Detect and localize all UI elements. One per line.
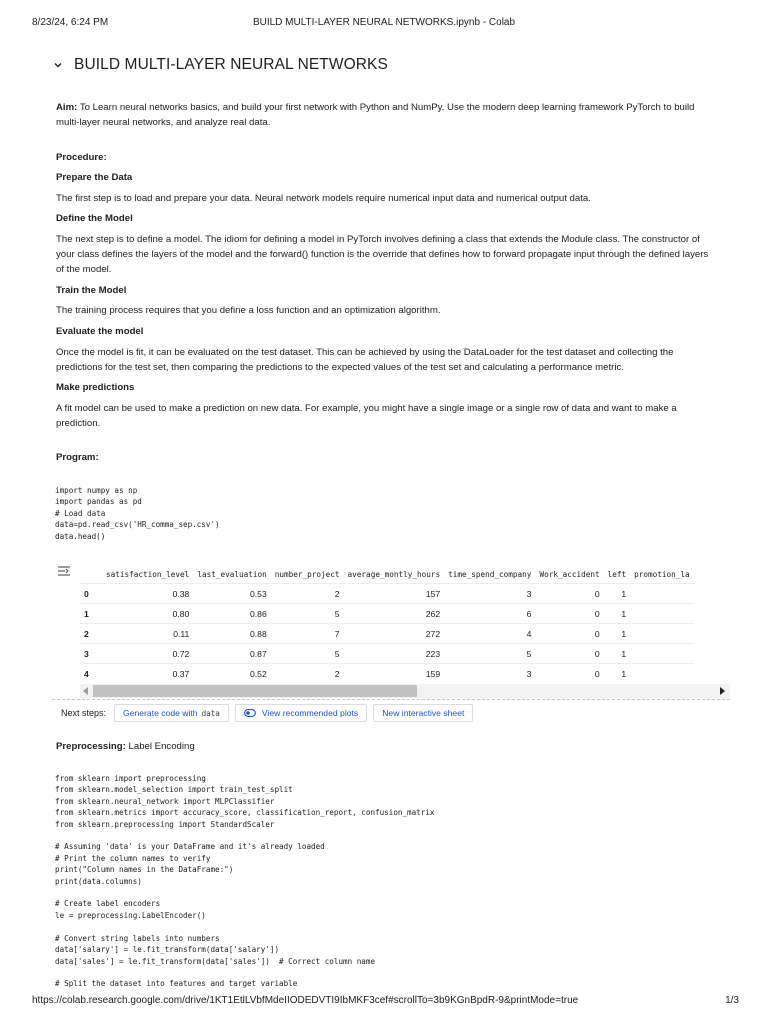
table-cell: 1 xyxy=(604,664,631,681)
preprocessing-label: Preprocessing: xyxy=(56,741,126,752)
toggle-icon xyxy=(244,709,256,717)
program-label-text: Program: xyxy=(56,452,99,463)
table-cell xyxy=(630,644,694,664)
procedure-label xyxy=(56,150,716,165)
table-cell: 0 xyxy=(535,624,603,644)
column-header: time_spend_company xyxy=(448,570,532,579)
aim-paragraph xyxy=(56,100,716,130)
dataframe-output[interactable] xyxy=(80,566,730,680)
table-cell: 5 xyxy=(444,644,535,664)
table-cell xyxy=(630,624,694,644)
table-row xyxy=(80,644,694,664)
view-plots-button[interactable] xyxy=(235,704,367,722)
row-index: 0 xyxy=(80,584,102,604)
table-cell: 5 xyxy=(271,604,344,624)
table-cell: 0.37 xyxy=(102,664,193,681)
evaluate-heading xyxy=(56,324,716,339)
print-header xyxy=(0,17,768,31)
table-cell: 2 xyxy=(271,664,344,681)
table-row xyxy=(80,604,694,624)
row-index: 4 xyxy=(80,664,102,681)
aim-text: To Learn neural networks basics, and build your first network with Python and NumPy. Use the modern deep learning framework PyTorch to build multi-layer neural networks, and analyze real data. xyxy=(56,102,695,128)
output-divider xyxy=(52,699,730,700)
chevron-down-icon[interactable] xyxy=(52,59,64,71)
table-cell: 0 xyxy=(535,604,603,624)
column-header: average_montly_hours xyxy=(347,570,441,579)
table-cell: 7 xyxy=(271,624,344,644)
generate-code-variable: data xyxy=(201,708,220,718)
table-row xyxy=(80,624,694,644)
table-cell: 1 xyxy=(604,584,631,604)
new-sheet-button[interactable] xyxy=(373,704,473,722)
page-number: 1/3 xyxy=(725,995,739,1006)
print-url: https://colab.research.google.com/drive/1KT1EtlLVbfMdeIIODEDVTI9IbMKF3cef#scrollTo=3b9KGnBpdR-9&printMode=true xyxy=(32,995,579,1006)
scroll-right-arrow-icon[interactable] xyxy=(720,687,725,695)
table-cell: 3 xyxy=(444,664,535,681)
table-cell: 0.87 xyxy=(193,644,270,664)
dataframe-table xyxy=(80,566,694,680)
table-cell: 0 xyxy=(535,664,603,681)
prepare-heading xyxy=(56,170,716,185)
predict-text: A fit model can be used to make a prediction on new data. For example, you might have a single image or a single row of data and want to make a prediction. xyxy=(56,403,677,429)
table-cell: 272 xyxy=(344,624,445,644)
prepare-text: The first step is to load and prepare your data. Neural network models require numerical input data and numerical output data. xyxy=(56,193,591,204)
train-heading xyxy=(56,283,716,298)
column-header: left xyxy=(607,570,627,579)
table-cell: 262 xyxy=(344,604,445,624)
table-cell: 0.52 xyxy=(193,664,270,681)
table-cell: 3 xyxy=(444,584,535,604)
table-cell: 0.72 xyxy=(102,644,193,664)
table-cell: 5 xyxy=(271,644,344,664)
table-cell: 2 xyxy=(271,584,344,604)
table-cell: 0.88 xyxy=(193,624,270,644)
table-cell: 6 xyxy=(444,604,535,624)
define-heading xyxy=(56,211,716,226)
aim-label: Aim: xyxy=(56,102,78,113)
view-plots-label: View recommended plots xyxy=(261,708,359,718)
predict-heading xyxy=(56,380,716,395)
table-cell: 159 xyxy=(344,664,445,681)
table-cell: 1 xyxy=(604,624,631,644)
row-index: 2 xyxy=(80,624,102,644)
print-datetime: 8/23/24, 6:24 PM xyxy=(32,17,109,28)
table-cell: 0.38 xyxy=(102,584,193,604)
horizontal-scrollbar[interactable] xyxy=(80,684,730,698)
table-cell: 0 xyxy=(535,584,603,604)
table-cell: 223 xyxy=(344,644,445,664)
print-footer xyxy=(0,995,768,1009)
table-row xyxy=(80,584,694,604)
row-index: 3 xyxy=(80,644,102,664)
column-header: number_project xyxy=(274,570,340,579)
evaluate-text: Once the model is fit, it can be evaluated on the test dataset. This can be achieved by using the DataLoader for the test dataset and collecting the predictions for the test set, then comparing the predictions to the expected values of the test set and calculating a performance metric. xyxy=(56,347,674,373)
preprocessing-text: Label Encoding xyxy=(125,741,195,752)
table-cell: 1 xyxy=(604,644,631,664)
code-cell-1[interactable]: import numpy as np import pandas as pd # Load data data=pd.read_csv('HR_comma_sep.csv') data.head() xyxy=(55,486,220,541)
next-steps-label: Next steps: xyxy=(61,708,107,718)
column-header: Work_accident xyxy=(539,570,600,579)
table-cell: 0 xyxy=(535,644,603,664)
table-header-row xyxy=(80,566,694,584)
output-toggle-icon[interactable] xyxy=(57,564,71,578)
train-text: The training process requires that you define a loss function and an optimization algorithm. xyxy=(56,305,441,316)
next-steps-bar xyxy=(61,704,479,722)
table-cell: 157 xyxy=(344,584,445,604)
index-header xyxy=(80,566,102,584)
column-header: last_evaluation xyxy=(197,570,267,579)
predict-heading-text: Make predictions xyxy=(56,382,135,393)
row-index: 1 xyxy=(80,604,102,624)
generate-code-button[interactable] xyxy=(114,704,229,722)
table-cell xyxy=(630,664,694,681)
new-sheet-label: New interactive sheet xyxy=(382,708,465,718)
table-cell: 0.11 xyxy=(102,624,193,644)
preprocessing-paragraph xyxy=(56,739,716,754)
procedure-label-text: Procedure: xyxy=(56,152,107,163)
program-label xyxy=(56,450,716,465)
scroll-left-arrow-icon[interactable] xyxy=(83,687,88,695)
table-cell xyxy=(630,604,694,624)
table-cell xyxy=(630,584,694,604)
scroll-thumb[interactable] xyxy=(93,685,417,697)
generate-code-label: Generate code with xyxy=(123,708,198,718)
print-title: BUILD MULTI-LAYER NEURAL NETWORKS.ipynb - Colab xyxy=(252,17,516,28)
train-heading-text: Train the Model xyxy=(56,285,127,296)
table-row xyxy=(80,664,694,681)
section-header[interactable] xyxy=(52,56,388,74)
column-header: promotion_la xyxy=(634,570,690,579)
define-text: The next step is to define a model. The idiom for defining a model in PyTorch involves defining a class that extends the Module class. The constructor of your class defines the layers of the model and the forward() function is the override that defines how to forward propagate input through the defined layers of the model. xyxy=(56,234,709,275)
table-cell: 0.53 xyxy=(193,584,270,604)
define-heading-text: Define the Model xyxy=(56,213,133,224)
evaluate-heading-text: Evaluate the model xyxy=(56,326,144,337)
table-cell: 4 xyxy=(444,624,535,644)
prepare-heading-text: Prepare the Data xyxy=(56,172,133,183)
table-cell: 0.80 xyxy=(102,604,193,624)
code-cell-2[interactable]: from sklearn import preprocessing from sklearn.model_selection import train_test_split from sklearn.neural_network import MLPClassifier from sklearn.metrics import accuracy_score, classification_report, confusion_matrix from sklearn.preprocessing import StandardScaler # Assuming 'data' is your DataFrame and it's already loaded # Print the column names to verify print("Column names in the DataFrame:") print(data.columns) # Create label encoders le = preprocessing.LabelEncoder() # Convert string labels into numbers data['salary'] = le.fit_transform(data['salary']) data['sales'] = le.fit_transform(data['sales']) # Correct column name # Split the dataset into features and target variable xyxy=(55,774,435,989)
column-header: satisfaction_level xyxy=(106,570,190,579)
section-title: BUILD MULTI-LAYER NEURAL NETWORKS xyxy=(74,56,388,73)
table-cell: 1 xyxy=(604,604,631,624)
table-cell: 0.86 xyxy=(193,604,270,624)
